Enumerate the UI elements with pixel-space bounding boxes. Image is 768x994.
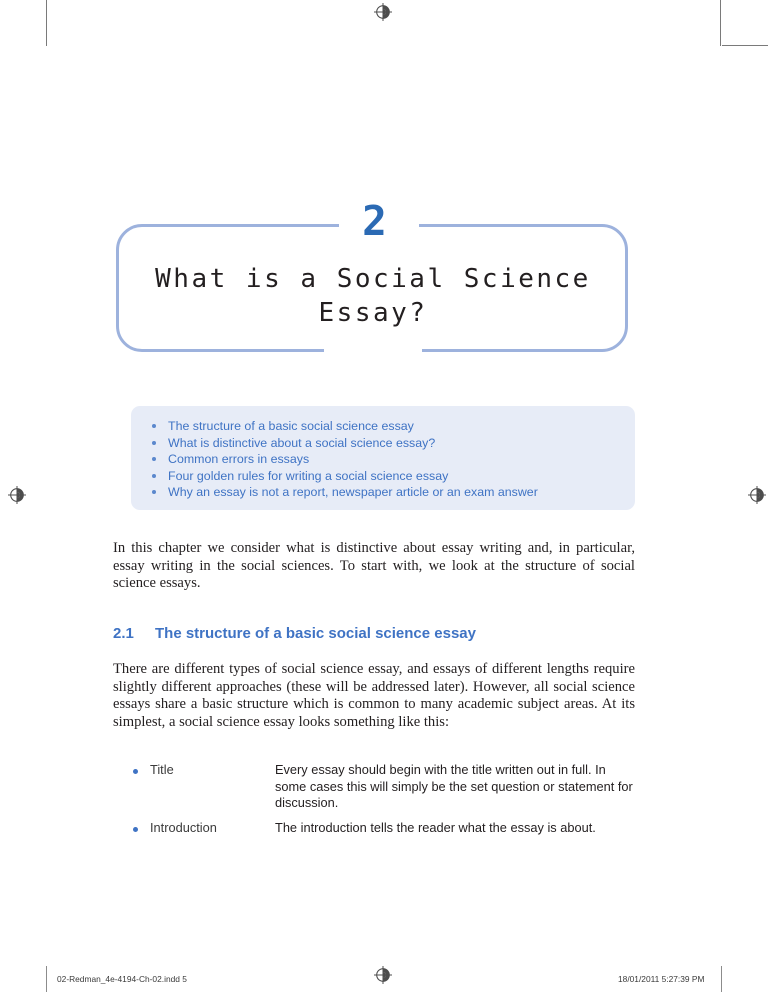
- section-number: 2.1: [113, 625, 134, 642]
- bullet-icon: [133, 769, 138, 774]
- contents-item-label: Common errors in essays: [168, 452, 310, 467]
- structure-paragraph: There are different types of social science essay, and essays of different lengths require slightly different approaches (these will be addressed later). However, all social science essays share a basic structure which is common to many academic subject areas. At its simplest, a social science essay looks something like this:: [113, 661, 635, 730]
- contents-item-label: What is distinctive about a social science essay?: [168, 435, 436, 450]
- list-item: [131, 762, 641, 812]
- contents-item-label: Four golden rules for writing a social science essay: [168, 468, 449, 483]
- footer-file-name: 02-Redman_4e-4194-Ch-02.indd 5: [57, 974, 187, 984]
- footer-rule-left: [46, 966, 47, 992]
- registration-mark-bottom: [374, 966, 392, 984]
- crop-mark-top-right-vertical: [720, 0, 721, 46]
- chapter-title-line-1: What is a Social Science: [155, 264, 591, 294]
- bullet-icon: [152, 490, 156, 494]
- section-title: The structure of a basic social science essay: [155, 625, 476, 642]
- chapter-number: 2: [362, 197, 388, 245]
- list-item: [147, 484, 619, 501]
- chapter-title-block: [116, 198, 634, 360]
- definition-description: Every essay should begin with the title written out in full. In some cases this will simply be the set question or statement for discussion.: [275, 762, 633, 810]
- registration-mark-left: [8, 486, 26, 504]
- footer-timestamp: 18/01/2011 5:27:39 PM: [618, 974, 705, 984]
- chapter-frame-gap-bottom: [324, 344, 422, 358]
- bullet-icon: [152, 474, 156, 478]
- footer-rule-right: [721, 966, 722, 992]
- registration-mark-top: [374, 3, 392, 21]
- definition-description: The introduction tells the reader what the essay is about.: [275, 819, 596, 835]
- contents-item-label: Why an essay is not a report, newspaper article or an exam answer: [168, 485, 538, 500]
- crop-mark-top-right-horizontal: [722, 45, 768, 46]
- definition-term: Introduction: [150, 819, 217, 835]
- chapter-title-line-2: Essay?: [318, 298, 428, 328]
- list-item: [131, 820, 641, 837]
- registration-mark-right: [748, 486, 766, 504]
- chapter-contents-list: [147, 418, 619, 501]
- section-heading: [113, 625, 635, 642]
- bullet-icon: [152, 457, 156, 461]
- list-item: [147, 418, 619, 435]
- list-item: [147, 468, 619, 485]
- chapter-title: [140, 262, 606, 330]
- definition-term: Title: [150, 762, 174, 777]
- essay-structure-definition-list: [131, 762, 641, 844]
- list-item: [147, 451, 619, 468]
- bullet-icon: [152, 424, 156, 428]
- chapter-contents-box: [131, 406, 635, 510]
- crop-mark-top-left-vertical: [46, 0, 47, 46]
- intro-paragraph: In this chapter we consider what is distinctive about essay writing and, in particular, essay writing in the social sciences. To start with, we look at the structure of social science essays.: [113, 540, 635, 592]
- contents-item-label: The structure of a basic social science essay: [168, 419, 414, 433]
- bullet-icon: [133, 827, 138, 832]
- bullet-icon: [152, 441, 156, 445]
- list-item: [147, 435, 619, 452]
